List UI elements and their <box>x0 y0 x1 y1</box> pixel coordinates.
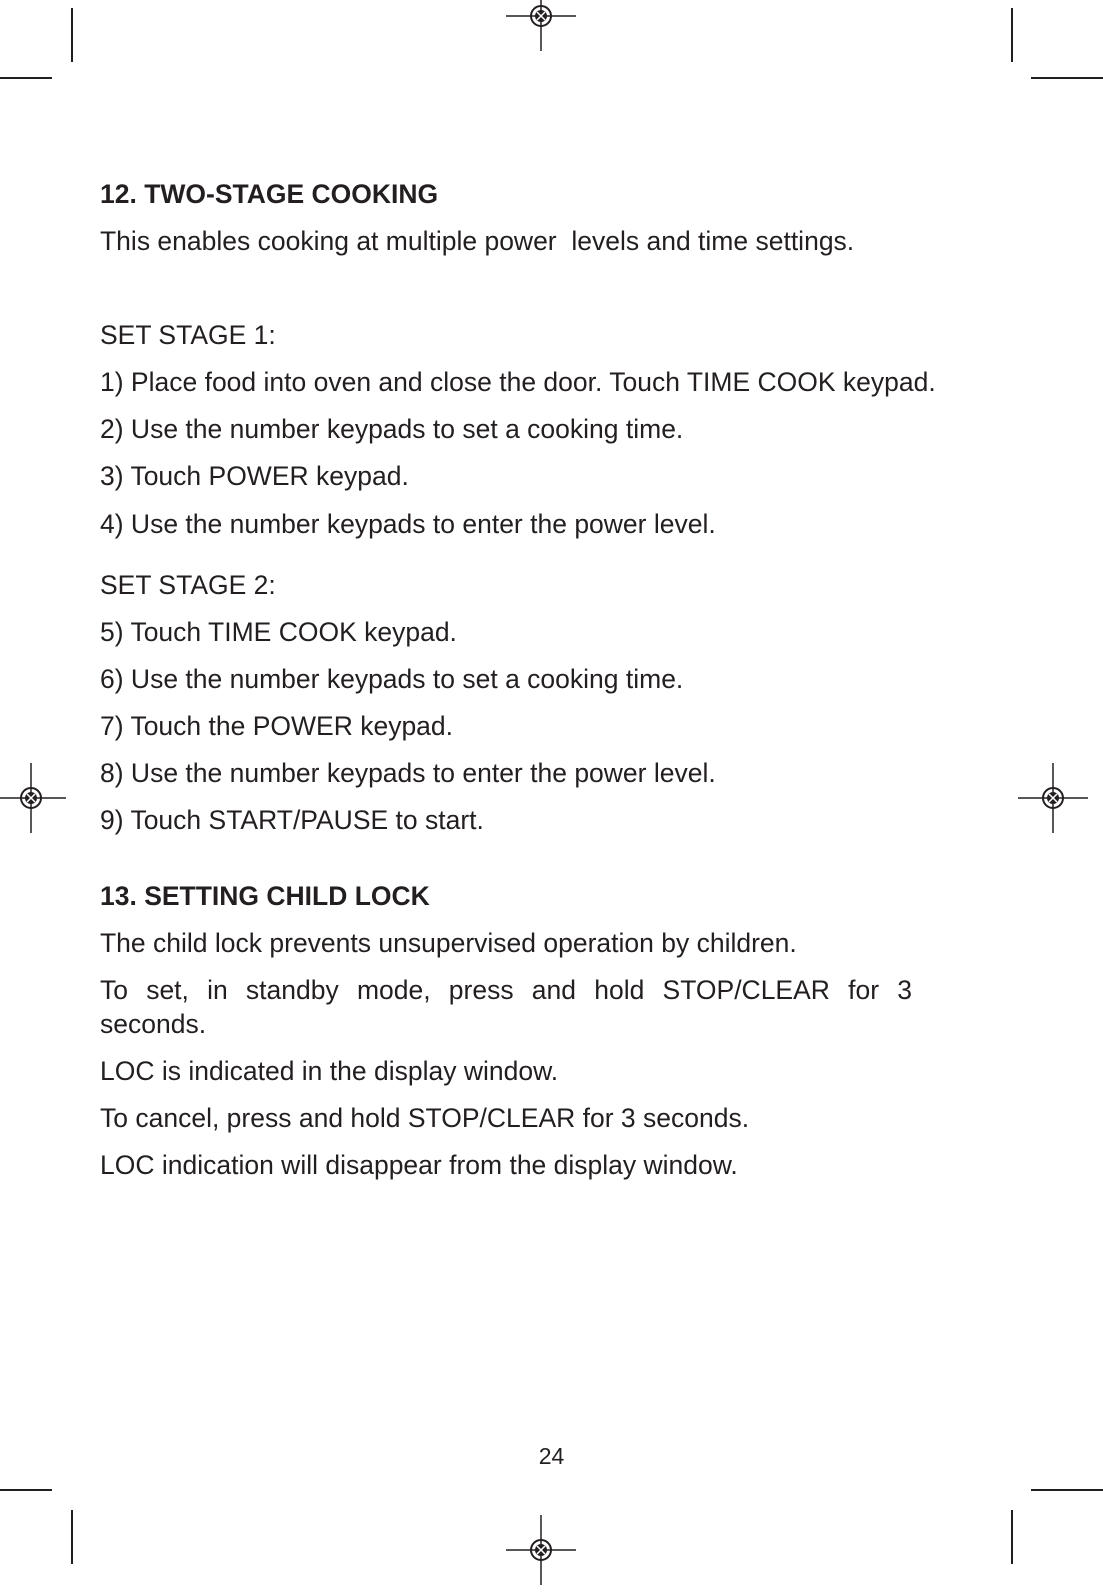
child-lock-paragraph-1: The child lock prevents unsupervised operation by children. <box>100 928 797 958</box>
crop-mark-top-right-horizontal <box>1031 77 1103 79</box>
crop-mark-bottom-right-horizontal <box>1031 1489 1103 1491</box>
step-2: 2) Use the number keypads to set a cooking time. <box>100 414 684 444</box>
step-5: 5) Touch TIME COOK keypad. <box>100 617 457 647</box>
step-8: 8) Use the number keypads to enter the power level. <box>100 758 716 788</box>
crop-mark-bottom-right-vertical <box>1011 1510 1013 1564</box>
crop-mark-top-left-vertical <box>71 8 73 62</box>
child-lock-paragraph-3: LOC is indicated in the display window. <box>100 1056 559 1086</box>
step-7: 7) Touch the POWER keypad. <box>100 711 454 741</box>
stage-2-label: SET STAGE 2: <box>100 570 276 600</box>
crop-mark-top-right-vertical <box>1011 8 1013 62</box>
step-9: 9) Touch START/PAUSE to start. <box>100 805 484 835</box>
stage-1-label: SET STAGE 1: <box>100 320 276 350</box>
registration-mark-top-icon <box>506 0 576 51</box>
crop-mark-top-left-horizontal <box>0 77 52 79</box>
registration-mark-left-icon <box>0 763 66 833</box>
crop-mark-bottom-left-vertical <box>71 1510 73 1564</box>
child-lock-paragraph-5: LOC indication will disappear from the display window. <box>100 1150 738 1180</box>
section-intro-text: This enables cooking at multiple power levels and time settings. <box>100 226 855 256</box>
step-1: 1) Place food into oven and close the door. Touch TIME COOK keypad. <box>100 367 936 397</box>
section-heading-two-stage-cooking: 12. TWO-STAGE COOKING <box>100 179 439 209</box>
child-lock-paragraph-4: To cancel, press and hold STOP/CLEAR for 3 seconds. <box>100 1103 750 1133</box>
step-6: 6) Use the number keypads to set a cooking time. <box>100 664 684 694</box>
page-number: 24 <box>538 1443 565 1469</box>
registration-mark-bottom-icon <box>506 1515 576 1585</box>
section-heading-setting-child-lock: 13. SETTING CHILD LOCK <box>100 881 430 911</box>
child-lock-paragraph-2: To set, in standby mode, press and hold STOP/CLEAR for 3 seconds. <box>100 975 912 1039</box>
crop-mark-bottom-left-horizontal <box>0 1489 52 1491</box>
registration-mark-right-icon <box>1018 763 1088 833</box>
step-3: 3) Touch POWER keypad. <box>100 461 409 491</box>
step-4: 4) Use the number keypads to enter the power level. <box>100 509 716 539</box>
